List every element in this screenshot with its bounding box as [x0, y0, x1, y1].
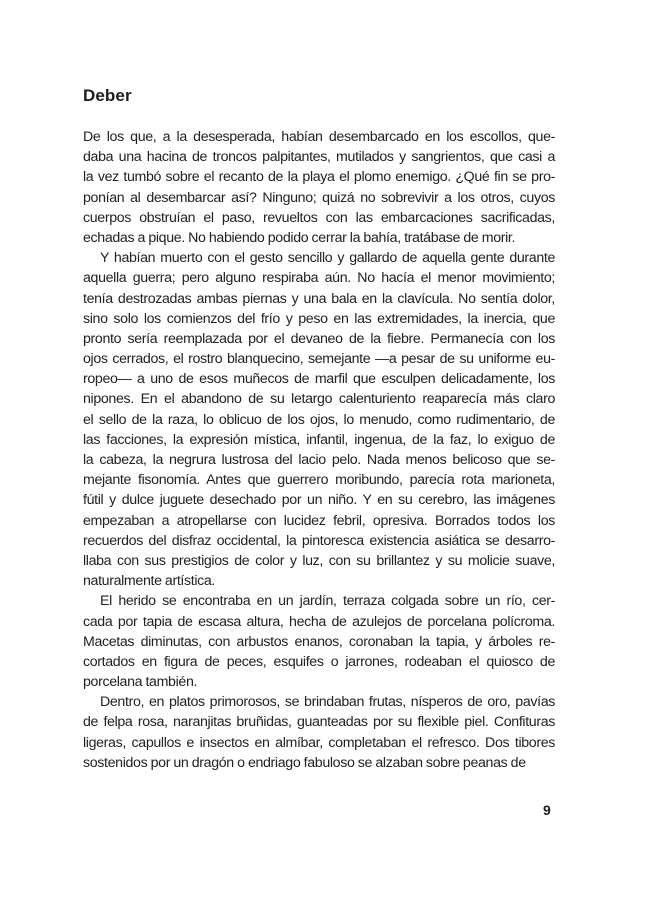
- text-line: naturalmente artística.: [83, 573, 216, 590]
- text-line: tenía destrozadas ambas piernas y una bala en la clavícula. No sentía dolor,: [83, 290, 555, 307]
- paragraph: [83, 692, 555, 773]
- text-line: fútil y dulce juguete desechado por un niño. Y en su cerebro, las imágenes: [83, 492, 555, 509]
- text-line: la vez tumbó sobre el recanto de la playa el plomo enemigo. ¿Qué fin se pro-: [83, 169, 555, 186]
- paragraph: [83, 248, 555, 591]
- text-line: pronto sería reemplazada por el devaneo de la fiebre. Permanecía con los: [83, 330, 555, 347]
- text-line: Y habían muerto con el gesto sencillo y gallardo de aquella gente durante: [100, 250, 555, 267]
- text-line: porcelana también.: [83, 674, 198, 691]
- text-line: la cabeza, la negrura lustrosa del lacio pelo. Nada menos belicoso que se-: [83, 452, 555, 468]
- text-line: llaba con sus prestigios de color y luz, con su brillantez y su molicie suave,: [83, 552, 555, 569]
- text-line: sostenidos por un dragón o endriago fabuloso se alzaban sobre peanas de: [83, 754, 526, 771]
- chapter-title: Deber: [83, 86, 132, 105]
- text-line: sino solo los comienzos del frío y peso en las extremidades, la inercia, que: [83, 310, 555, 327]
- text-line: cada por tapia de escasa altura, hecha de azulejos de porcelana polícroma.: [83, 613, 555, 630]
- paragraph: [83, 127, 555, 248]
- text-line: cuerpos obstruían el paso, revueltos con las embarcaciones sacrificadas,: [83, 209, 555, 226]
- paragraph: [83, 591, 555, 692]
- text-line: Dentro, en platos primorosos, se brindaban frutas, nísperos de oro, pavías: [100, 694, 555, 711]
- text-line: mejante fisonomía. Antes que guerrero moribundo, parecía rota marioneta,: [83, 472, 555, 489]
- text-line: ropeo— a uno de esos muñecos de marfil que esculpen delicadamente, los: [83, 371, 555, 388]
- text-line: ligeras, capullos e insectos en almíbar, completaban el refresco. Dos tibores: [83, 734, 555, 751]
- text-line: de felpa rosa, naranjitas bruñidas, guanteadas por su flexible piel. Confituras: [83, 714, 555, 731]
- page-number: 9: [543, 802, 551, 818]
- text-line: aquella guerra; pero alguno respiraba aún. No hacía el menor movimiento;: [83, 270, 555, 287]
- text-line: El herido se encontraba en un jardín, terraza colgada sobre un río, cer-: [100, 593, 555, 610]
- text-line: daba una hacina de troncos palpitantes, mutilados y sangrientos, que casi a: [83, 149, 555, 166]
- text-line: el sello de la raza, lo oblicuo de los ojos, lo menudo, como rudimentario, de: [83, 411, 555, 428]
- body-text: [83, 127, 555, 773]
- text-line: recuerdos del disfraz occidental, la pintoresca existencia asiática se desarro-: [83, 532, 555, 549]
- text-line: echadas a pique. No habiendo podido cerrar la bahía, tratábase de morir.: [83, 229, 516, 246]
- text-line: ponían al desembarcar así? Ninguno; quizá no sobrevivir a los otros, cuyos: [83, 189, 555, 206]
- text-line: las facciones, la expresión mística, infantil, ingenua, de la faz, lo exiguo de: [83, 431, 555, 448]
- text-line: Macetas diminutas, con arbustos enanos, coronaban la tapia, y árboles re-: [83, 633, 555, 650]
- text-line: ojos cerrados, el rostro blanquecino, semejante —a pesar de su uniforme eu-: [83, 351, 555, 368]
- text-line: nipones. En el abandono de su letargo calenturiento reaparecía más claro: [83, 391, 555, 408]
- text-line: De los que, a la desesperada, habían desembarcado en los escollos, que-: [83, 129, 555, 145]
- text-line: cortados en figura de peces, esquifes o jarrones, rodeaban el quiosco de: [83, 653, 555, 670]
- text-line: empezaban a atropellarse con lucidez febril, opresiva. Borrados todos los: [83, 512, 555, 529]
